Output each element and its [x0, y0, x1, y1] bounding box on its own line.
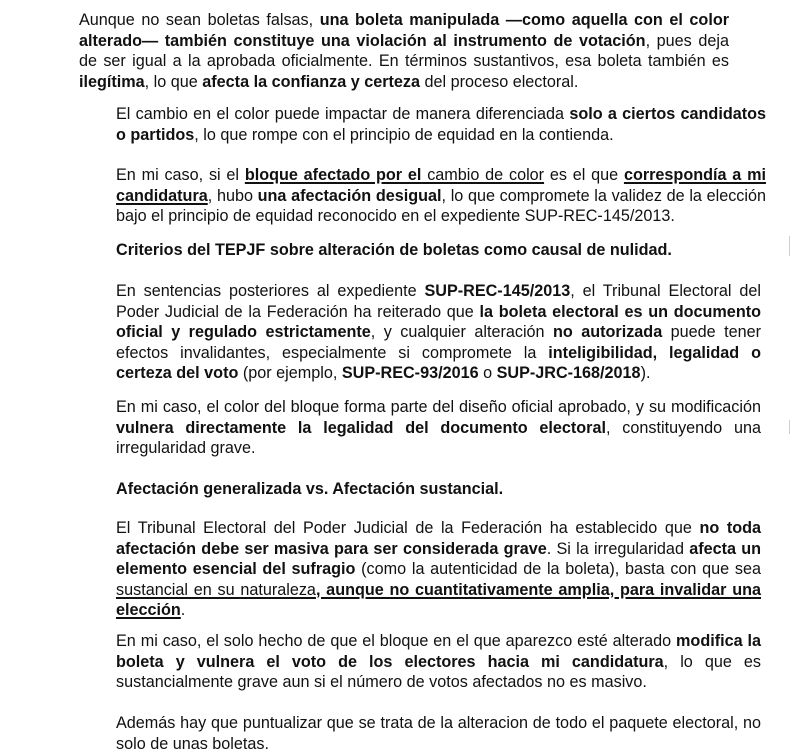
bold-run: solo a ciertos candidatos o partidos: [116, 105, 766, 144]
paragraph-sentencias-posteriores: [79, 281, 761, 384]
text-run: , el Tribunal Electoral del Poder Judicial de la Federación ha reiterado que: [116, 282, 761, 321]
text-run: o: [478, 364, 497, 382]
text-run: El cambio en el color puede impactar de manera diferenciada: [116, 105, 570, 123]
bold-underlined-run: bloque afectado por el: [244, 166, 422, 184]
text-run: En sentencias posteriores al expediente: [116, 282, 425, 300]
bold-run: afecta un elemento esencial del sufragio: [116, 539, 761, 578]
bold-run: SUP-JRC-168/2018: [496, 364, 641, 382]
bold-run: inteligibilidad, legalidad o certeza del voto: [116, 343, 761, 382]
text-run: , y cualquier alteración: [370, 323, 554, 341]
text-run: El Tribunal Electoral del Poder Judicial de la Federación ha establecido que: [116, 519, 700, 537]
text-run: del proceso electoral.: [420, 72, 579, 91]
text-run: En mi caso, el color del bloque forma parte del diseño oficial aprobado, y su modificación: [116, 398, 761, 416]
text-run: , lo que compromete la validez de la elección bajo el principio de equidad reconocido en el expediente SUP-REC-145/2013.: [116, 186, 766, 225]
underlined-run: sustancial en su naturaleza: [116, 580, 316, 599]
text-run: . Si la irregularidad: [546, 539, 690, 558]
bold-underlined-run: , aunque no cuantitativamente amplia, para invalidar una elección: [116, 580, 761, 619]
bold-run: una afectación desigual: [257, 186, 442, 205]
paragraph-cambio-color: [79, 104, 766, 145]
text-run: (por ejemplo,: [238, 364, 342, 382]
bold-run: afecta la confianza y certeza: [202, 72, 421, 91]
bold-run: no toda afectación debe ser masiva para ser considerada grave: [116, 519, 761, 558]
bold-run: una boleta manipulada —como aquella con el color alterado— también constituye una violación al instrumento de votación: [79, 11, 730, 50]
bold-run: SUP-REC-145/2013: [424, 282, 571, 300]
bold-run: no autorizada: [553, 323, 663, 341]
bold-run: modifica la boleta y vulnera el voto de los electores hacia mi candidatura: [116, 632, 761, 671]
text-run: , constituyendo una irregularidad grave.: [116, 418, 761, 457]
paragraph-boleta-manipulada: [79, 10, 729, 92]
bold-run: ilegítima: [79, 72, 145, 91]
text-run: Aunque no sean boletas falsas,: [79, 11, 320, 29]
paragraph-paquete-electoral: [79, 713, 761, 754]
text-run: , hubo: [207, 186, 258, 205]
text-run: es el que: [544, 166, 624, 184]
paragraph-mi-caso-bloque: [79, 165, 766, 227]
text-run: , lo que: [144, 72, 203, 91]
text-run: En mi caso, si el: [116, 166, 245, 184]
text-run: puede tener efectos invalidantes, especialmente si compromete la: [116, 323, 762, 362]
section-heading-afectacion: Afectación generalizada vs. Afectación sustancial.: [116, 480, 504, 498]
scan-artifact-line: [789, 420, 790, 434]
paragraph-color-diseno-oficial: [79, 397, 761, 459]
text-run: .: [180, 601, 186, 619]
text-run: , lo que es sustancialmente grave aun si el número de votos afectados no es masivo.: [116, 652, 761, 691]
text-run: En mi caso, el solo hecho de que el bloque en el que aparezco esté alterado: [116, 632, 677, 650]
scan-artifact-line: [789, 236, 790, 256]
paragraph-tribunal-afectacion: [79, 518, 761, 621]
bold-run: la boleta electoral es un documento oficial y regulado estrictamente: [116, 302, 761, 341]
text-run: ).: [640, 364, 651, 382]
bold-run: vulnera directamente la legalidad del documento electoral: [116, 418, 606, 437]
text-run: Además hay que puntualizar que se trata de la alteracion de todo el paquete electoral, no solo de unas boletas.: [116, 714, 761, 753]
text-run: , pues deja de ser igual a la aprobada oficialmente. En términos sustantivos, esa boleta también es: [79, 31, 730, 70]
text-run: , lo que rompe con el principio de equidad en la contienda.: [194, 125, 614, 144]
paragraph-mi-caso-sustancial: [79, 631, 761, 693]
section-heading-criterios: Criterios del TEPJF sobre alteración de boletas como causal de nulidad.: [116, 241, 672, 259]
bold-underlined-run: correspondía a mi candidatura: [116, 166, 766, 205]
underlined-run: cambio de color: [421, 166, 545, 184]
bold-run: SUP-REC-93/2016: [341, 364, 479, 382]
text-run: (como la autenticidad de la boleta), basta con que sea: [355, 560, 761, 578]
